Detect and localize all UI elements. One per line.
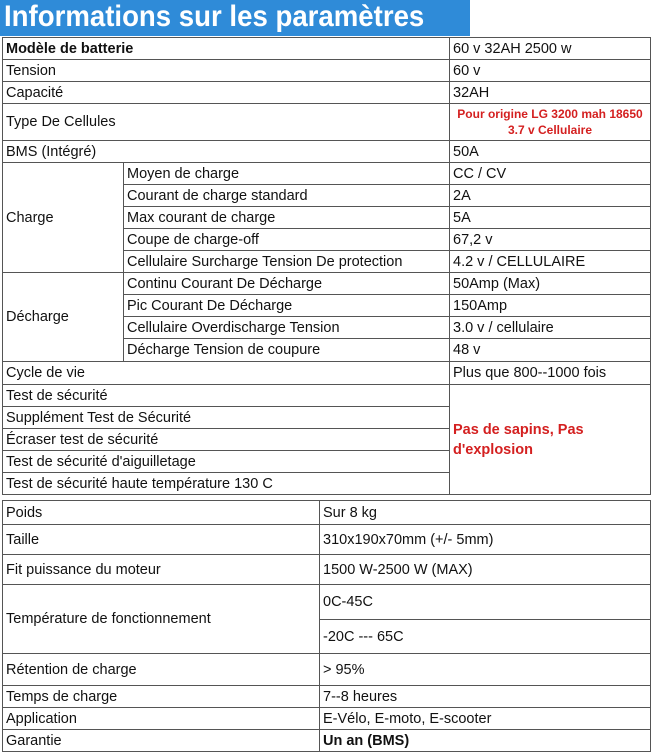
retention-value: > 95% [320, 654, 651, 686]
discharge-row-value: 50Amp (Max) [450, 273, 651, 295]
table-row [3, 525, 651, 555]
charge-row-label: Moyen de charge [124, 163, 450, 185]
table-row [3, 385, 651, 407]
application-value: E-Vélo, E-moto, E-scooter [320, 708, 651, 730]
specs-table-top [2, 37, 651, 495]
temperature-charge-value: 0C-45C [320, 585, 651, 620]
table-row [3, 708, 651, 730]
charge-row-value: 4.2 v / CELLULAIRE [450, 251, 651, 273]
safety-test-label: Écraser test de sécurité [3, 429, 450, 451]
application-label: Application [3, 708, 320, 730]
voltage-value: 60 v [450, 60, 651, 82]
table-row [3, 362, 651, 385]
bms-label: BMS (Intégré) [3, 141, 450, 163]
charge-row-label: Courant de charge standard [124, 185, 450, 207]
table-row [3, 585, 651, 620]
title-bar [0, 0, 470, 36]
capacity-value: 32AH [450, 82, 651, 104]
retention-label: Rétention de charge [3, 654, 320, 686]
table-row [3, 555, 651, 585]
safety-test-label: Test de sécurité d'aiguilletage [3, 451, 450, 473]
cycle-life-label: Cycle de vie [3, 362, 450, 385]
weight-value: Sur 8 kg [320, 501, 651, 525]
cell-type-value: Pour origine LG 3200 mah 18650 3.7 v Cellulaire [450, 104, 651, 141]
model-label: Modèle de batterie [3, 38, 450, 60]
voltage-label: Tension [3, 60, 450, 82]
discharge-row-label: Cellulaire Overdischarge Tension [124, 317, 450, 339]
discharge-row-label: Continu Courant De Décharge [124, 273, 450, 295]
discharge-row-value: 150Amp [450, 295, 651, 317]
model-value: 60 v 32AH 2500 w [450, 38, 651, 60]
table-row [3, 686, 651, 708]
table-row [3, 273, 651, 295]
charge-row-label: Max courant de charge [124, 207, 450, 229]
motor-value: 1500 W-2500 W (MAX) [320, 555, 651, 585]
size-value: 310x190x70mm (+/- 5mm) [320, 525, 651, 555]
discharge-row-value: 3.0 v / cellulaire [450, 317, 651, 339]
table-row [3, 654, 651, 686]
temperature-label: Température de fonctionnement [3, 585, 320, 654]
discharge-row-value: 48 v [450, 339, 651, 362]
safety-test-label: Supplément Test de Sécurité [3, 407, 450, 429]
table-row [3, 38, 651, 60]
charge-row-label: Coupe de charge-off [124, 229, 450, 251]
table-row [3, 104, 651, 141]
table-row [3, 163, 651, 185]
bms-value: 50A [450, 141, 651, 163]
charge-row-value: 67,2 v [450, 229, 651, 251]
weight-label: Poids [3, 501, 320, 525]
table-row [3, 82, 651, 104]
charge-row-value: CC / CV [450, 163, 651, 185]
specs-table-bottom [2, 500, 651, 752]
warranty-value: Un an (BMS) [320, 730, 651, 752]
warranty-label: Garantie [3, 730, 320, 752]
charge-row-value: 5A [450, 207, 651, 229]
table-row [3, 60, 651, 82]
discharge-row-label: Décharge Tension de coupure [124, 339, 450, 362]
charge-group-label: Charge [3, 163, 124, 273]
table-row [3, 501, 651, 525]
safety-test-label: Test de sécurité [3, 385, 450, 407]
capacity-label: Capacité [3, 82, 450, 104]
motor-label: Fit puissance du moteur [3, 555, 320, 585]
charge-row-value: 2A [450, 185, 651, 207]
charge-time-value: 7--8 heures [320, 686, 651, 708]
temperature-discharge-value: -20C --- 65C [320, 620, 651, 654]
discharge-row-label: Pic Courant De Décharge [124, 295, 450, 317]
cycle-life-value: Plus que 800--1000 fois [450, 362, 651, 385]
discharge-group-label: Décharge [3, 273, 124, 362]
cell-type-label: Type De Cellules [3, 104, 450, 141]
safety-test-label: Test de sécurité haute température 130 C [3, 473, 450, 495]
table-row [3, 730, 651, 752]
safety-result: Pas de sapins, Pas d'explosion [450, 385, 651, 495]
charge-time-label: Temps de charge [3, 686, 320, 708]
page-title: Informations sur les paramètres [4, 0, 425, 33]
table-row [3, 141, 651, 163]
charge-row-label: Cellulaire Surcharge Tension De protection [124, 251, 450, 273]
size-label: Taille [3, 525, 320, 555]
